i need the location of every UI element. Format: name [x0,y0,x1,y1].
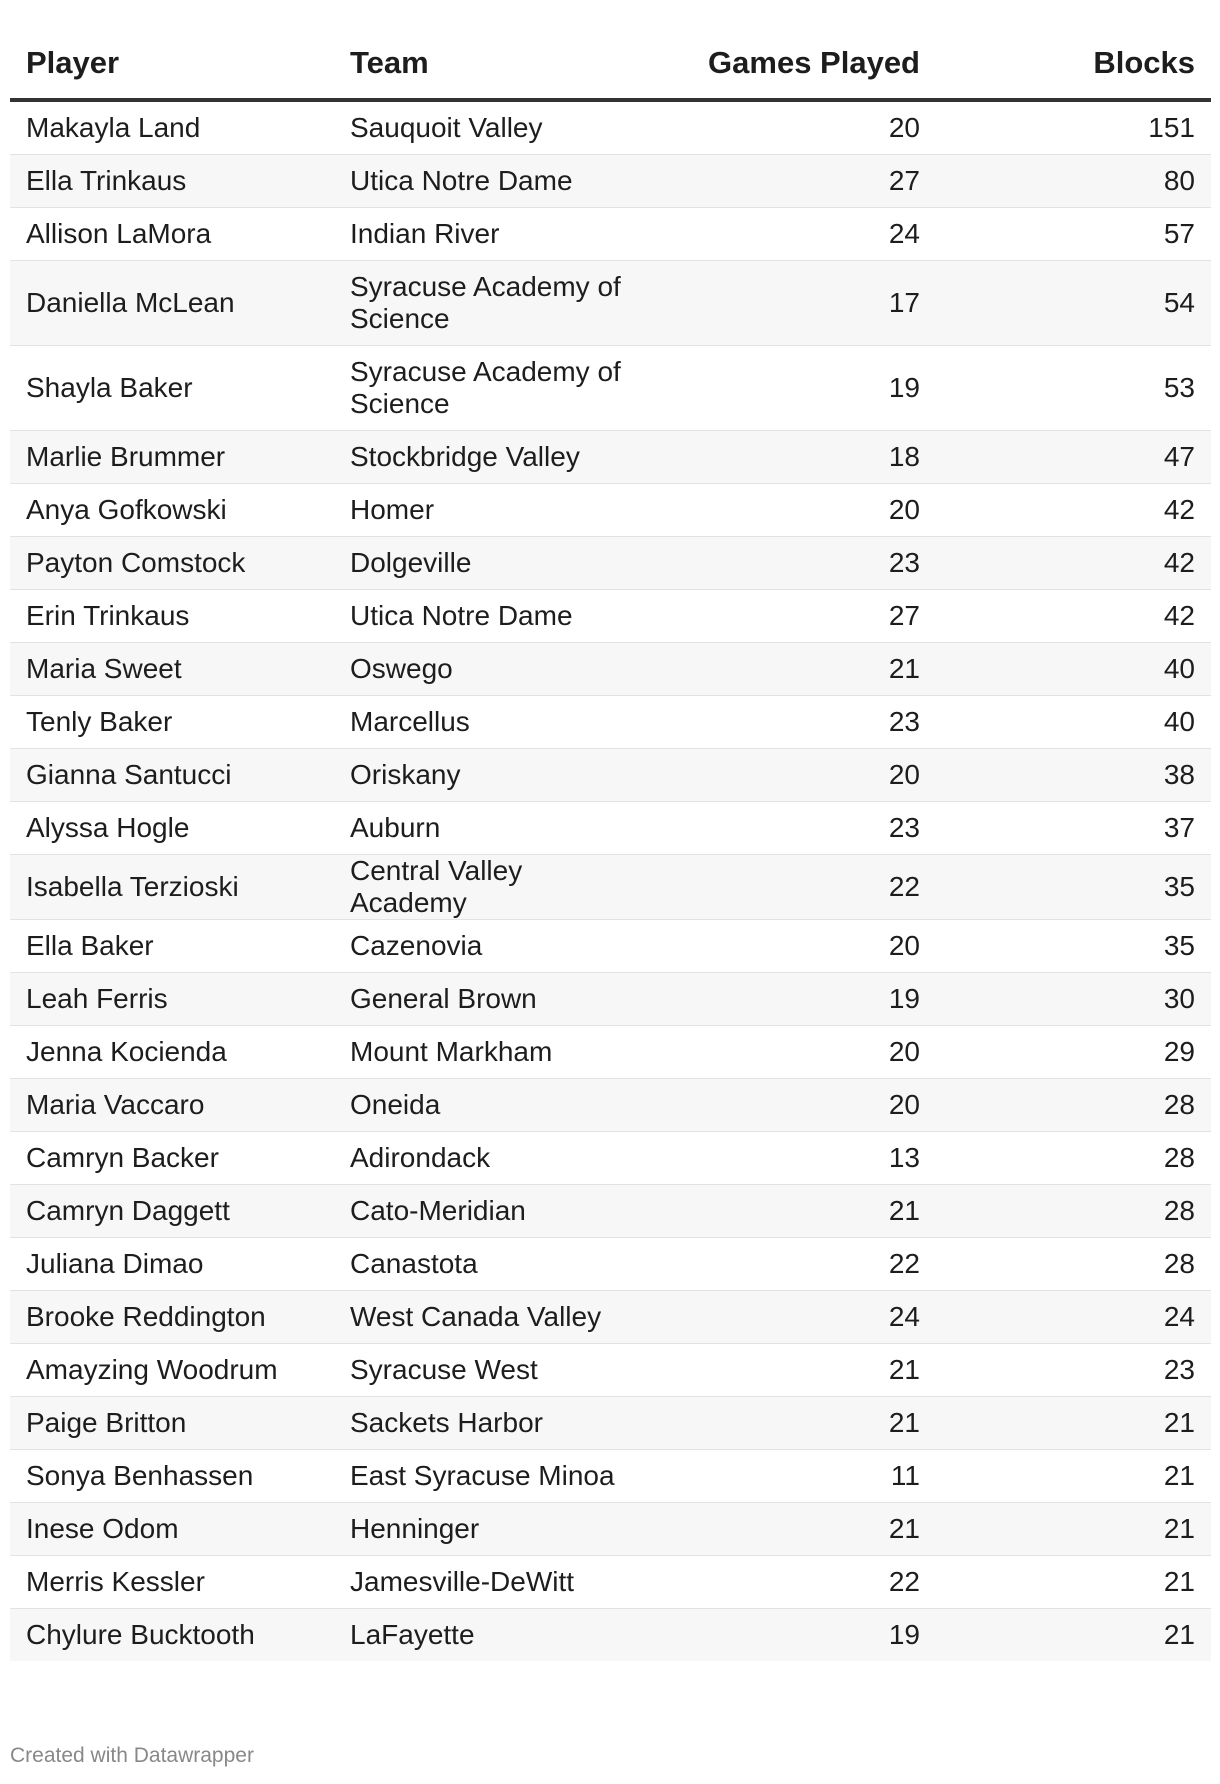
cell-games-played: 19 [660,973,936,1026]
table-row [10,208,1211,261]
table-row [10,643,1211,696]
cell-team: Stockbridge Valley [334,431,660,484]
table-row [10,855,1211,920]
cell-blocks: 21 [936,1556,1211,1609]
cell-games-played: 24 [660,208,936,261]
table-row [10,802,1211,855]
cell-team: Central Valley Academy [334,855,660,920]
table-row [10,1344,1211,1397]
cell-games-played: 18 [660,431,936,484]
table-row [10,1079,1211,1132]
table-row [10,749,1211,802]
column-header-player[interactable]: Player [10,28,334,100]
cell-team: Cazenovia [334,920,660,973]
cell-blocks: 28 [936,1132,1211,1185]
cell-games-played: 20 [660,1079,936,1132]
cell-games-played: 21 [660,1397,936,1450]
cell-games-played: 21 [660,1344,936,1397]
cell-player: Maria Sweet [10,643,334,696]
cell-blocks: 21 [936,1609,1211,1662]
cell-team: Dolgeville [334,537,660,590]
cell-team: Syracuse West [334,1344,660,1397]
cell-team: Oneida [334,1079,660,1132]
cell-player: Gianna Santucci [10,749,334,802]
cell-team: Cato-Meridian [334,1185,660,1238]
cell-player: Leah Ferris [10,973,334,1026]
cell-player: Isabella Terzioski [10,855,334,920]
cell-games-played: 17 [660,261,936,346]
cell-player: Erin Trinkaus [10,590,334,643]
cell-player: Makayla Land [10,100,334,155]
cell-blocks: 28 [936,1185,1211,1238]
table-row [10,537,1211,590]
cell-blocks: 57 [936,208,1211,261]
cell-team: Syracuse Academy of Science [334,346,660,431]
cell-games-played: 27 [660,155,936,208]
cell-team: West Canada Valley [334,1291,660,1344]
cell-games-played: 27 [660,590,936,643]
cell-blocks: 35 [936,920,1211,973]
table-row [10,346,1211,431]
cell-player: Payton Comstock [10,537,334,590]
cell-team: Syracuse Academy of Science [334,261,660,346]
cell-games-played: 19 [660,346,936,431]
datawrapper-credit[interactable]: Created with Datawrapper [10,1744,254,1767]
blocks-table [10,28,1211,1661]
cell-blocks: 151 [936,100,1211,155]
cell-team: Homer [334,484,660,537]
table-row [10,1397,1211,1450]
table-header-row [10,28,1211,100]
cell-player: Maria Vaccaro [10,1079,334,1132]
cell-blocks: 21 [936,1503,1211,1556]
table-body [10,100,1211,1661]
cell-games-played: 21 [660,1503,936,1556]
cell-team: Adirondack [334,1132,660,1185]
table-row [10,1609,1211,1662]
cell-player: Camryn Backer [10,1132,334,1185]
cell-player: Juliana Dimao [10,1238,334,1291]
cell-team: General Brown [334,973,660,1026]
cell-blocks: 24 [936,1291,1211,1344]
cell-player: Daniella McLean [10,261,334,346]
cell-team: Utica Notre Dame [334,155,660,208]
cell-player: Alyssa Hogle [10,802,334,855]
cell-player: Anya Gofkowski [10,484,334,537]
table-row [10,484,1211,537]
table-row [10,100,1211,155]
cell-team: Mount Markham [334,1026,660,1079]
cell-player: Marlie Brummer [10,431,334,484]
cell-games-played: 24 [660,1291,936,1344]
cell-team: Canastota [334,1238,660,1291]
cell-blocks: 30 [936,973,1211,1026]
table-row [10,1503,1211,1556]
cell-player: Inese Odom [10,1503,334,1556]
cell-team: Henninger [334,1503,660,1556]
cell-player: Ella Trinkaus [10,155,334,208]
cell-player: Sonya Benhassen [10,1450,334,1503]
cell-games-played: 21 [660,643,936,696]
cell-blocks: 37 [936,802,1211,855]
cell-team: Sauquoit Valley [334,100,660,155]
cell-games-played: 23 [660,696,936,749]
cell-blocks: 21 [936,1397,1211,1450]
cell-games-played: 22 [660,1238,936,1291]
cell-player: Paige Britton [10,1397,334,1450]
cell-games-played: 20 [660,484,936,537]
cell-team: Jamesville-DeWitt [334,1556,660,1609]
cell-player: Ella Baker [10,920,334,973]
cell-blocks: 40 [936,696,1211,749]
cell-blocks: 42 [936,537,1211,590]
cell-blocks: 54 [936,261,1211,346]
table-row [10,973,1211,1026]
cell-team: Sackets Harbor [334,1397,660,1450]
table-row [10,1238,1211,1291]
column-header-team[interactable]: Team [334,28,660,100]
cell-games-played: 20 [660,920,936,973]
cell-blocks: 23 [936,1344,1211,1397]
cell-player: Brooke Reddington [10,1291,334,1344]
cell-blocks: 21 [936,1450,1211,1503]
table-row [10,1450,1211,1503]
cell-player: Merris Kessler [10,1556,334,1609]
cell-team: Oswego [334,643,660,696]
column-header-blocks[interactable]: Blocks [936,28,1211,100]
cell-games-played: 20 [660,749,936,802]
table-row [10,1132,1211,1185]
cell-player: Allison LaMora [10,208,334,261]
cell-team: East Syracuse Minoa [334,1450,660,1503]
cell-player: Amayzing Woodrum [10,1344,334,1397]
cell-blocks: 38 [936,749,1211,802]
table-row [10,1556,1211,1609]
cell-team: Auburn [334,802,660,855]
cell-games-played: 13 [660,1132,936,1185]
cell-blocks: 40 [936,643,1211,696]
table-row [10,431,1211,484]
cell-player: Jenna Kocienda [10,1026,334,1079]
cell-games-played: 23 [660,802,936,855]
cell-games-played: 20 [660,100,936,155]
table-row [10,696,1211,749]
cell-player: Chylure Bucktooth [10,1609,334,1662]
table-row [10,1185,1211,1238]
cell-team: Marcellus [334,696,660,749]
column-header-games-played[interactable]: Games Played [660,28,936,100]
cell-blocks: 42 [936,590,1211,643]
cell-games-played: 21 [660,1185,936,1238]
cell-player: Shayla Baker [10,346,334,431]
cell-player: Tenly Baker [10,696,334,749]
cell-blocks: 42 [936,484,1211,537]
table-row [10,920,1211,973]
cell-games-played: 22 [660,1556,936,1609]
cell-blocks: 80 [936,155,1211,208]
cell-blocks: 29 [936,1026,1211,1079]
table-row [10,261,1211,346]
cell-games-played: 22 [660,855,936,920]
cell-games-played: 19 [660,1609,936,1662]
table-row [10,1291,1211,1344]
cell-games-played: 11 [660,1450,936,1503]
cell-player: Camryn Daggett [10,1185,334,1238]
cell-blocks: 53 [936,346,1211,431]
table-row [10,1026,1211,1079]
cell-team: Indian River [334,208,660,261]
cell-blocks: 28 [936,1079,1211,1132]
cell-blocks: 47 [936,431,1211,484]
cell-team: Utica Notre Dame [334,590,660,643]
cell-blocks: 28 [936,1238,1211,1291]
cell-team: LaFayette [334,1609,660,1662]
cell-blocks: 35 [936,855,1211,920]
table-row [10,155,1211,208]
cell-games-played: 20 [660,1026,936,1079]
cell-team: Oriskany [334,749,660,802]
cell-games-played: 23 [660,537,936,590]
table-row [10,590,1211,643]
